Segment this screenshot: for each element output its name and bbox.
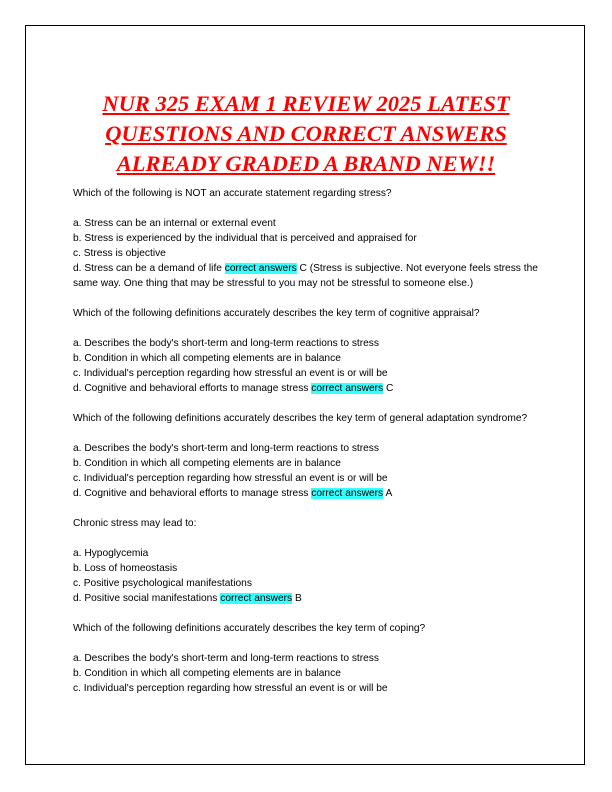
correct-answers-highlight: correct answers [224, 263, 297, 274]
option-with-answer [73, 381, 543, 396]
question-block [73, 306, 543, 396]
option: d. Stress can be a demand of life [73, 263, 222, 274]
question-text: Which of the following definitions accurately describes the key term of cognitive appraisal? [73, 308, 480, 319]
correct-answers-highlight: correct answers [311, 383, 384, 394]
option: a. Hypoglycemia [73, 548, 149, 559]
option: c. Individual's perception regarding how stressful an event is or will be [73, 683, 388, 694]
answer-text: C [386, 383, 394, 394]
question-block [73, 411, 543, 501]
answer-text: A [385, 488, 393, 499]
option-with-answer [73, 486, 543, 501]
option: d. Cognitive and behavioral efforts to manage stress [73, 488, 309, 499]
question-text: Which of the following is NOT an accurate statement regarding stress? [73, 188, 392, 199]
option: c. Individual's perception regarding how stressful an event is or will be [73, 473, 388, 484]
option: c. Individual's perception regarding how stressful an event is or will be [73, 368, 388, 379]
option: c. Stress is objective [73, 248, 166, 259]
option-with-answer [73, 591, 543, 606]
answer-text: C (Stress is subjective. Not everyone feels stress the same way. One thing that may be stressful to you may not be stressful to someone else.) [73, 263, 538, 289]
correct-answers-highlight: correct answers [220, 593, 293, 604]
question-text: Which of the following definitions accurately describes the key term of general adaptation syndrome? [73, 413, 528, 424]
correct-answers-highlight: correct answers [311, 488, 384, 499]
option: b. Condition in which all competing elements are in balance [73, 353, 341, 364]
option: a. Describes the body's short-term and long-term reactions to stress [73, 338, 379, 349]
document-title: NUR 325 EXAM 1 REVIEW 2025 LATEST QUESTIONS AND CORRECT ANSWERS ALREADY GRADED A BRAND NEW!! [102, 91, 510, 176]
option: b. Loss of homeostasis [73, 563, 178, 574]
option: c. Positive psychological manifestations [73, 578, 252, 589]
question-text: Chronic stress may lead to: [73, 518, 197, 529]
option: a. Describes the body's short-term and long-term reactions to stress [73, 653, 379, 664]
option: b. Condition in which all competing elements are in balance [73, 458, 341, 469]
option: b. Stress is experienced by the individual that is perceived and appraised for [73, 233, 417, 244]
option: b. Condition in which all competing elements are in balance [73, 668, 341, 679]
question-block [73, 186, 543, 291]
question-block [73, 621, 543, 696]
question-text: Which of the following definitions accurately describes the key term of coping? [73, 623, 426, 634]
option: d. Cognitive and behavioral efforts to manage stress [73, 383, 309, 394]
option: a. Describes the body's short-term and long-term reactions to stress [73, 443, 379, 454]
option: d. Positive social manifestations [73, 593, 218, 604]
option: a. Stress can be an internal or external event [73, 218, 276, 229]
answer-text: B [295, 593, 302, 604]
option-with-answer [73, 261, 543, 291]
question-block [73, 516, 543, 606]
document-body [73, 186, 543, 711]
